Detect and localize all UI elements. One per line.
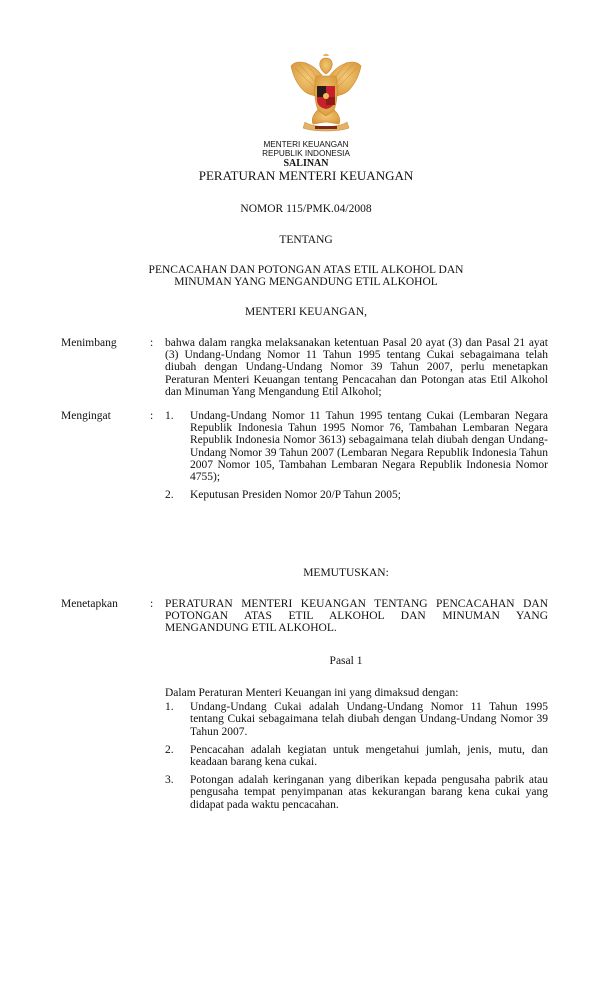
item-number: 1. [165,701,174,714]
item-text: Undang-Undang Nomor 11 Tahun 1995 tentang Cukai (Lembaran Negara Republik Indonesia Tahun 1995 Nomor 76, Tambahan Lembaran Negara Republik Indonesia Nomor 3613) sebagaimana telah diubah dengan Undang-Undang Nomor 39 Tahun 2007 (Lembaran Negara Republik Indonesia Tahun 2007 Nomor 105, Tambahan Lembaran Negara Republik Indonesia Nomor 4755); [190,410,548,484]
menetapkan-text: PERATURAN MENTERI KEUANGAN TENTANG PENCACAHAN DAN POTONGAN ATAS ETIL ALKOHOL DAN MINUMAN YANG MENGANDUNG ETIL ALKOHOL. [165,598,548,635]
garuda-emblem-icon [287,52,365,136]
item-number: 1. [165,410,174,422]
item-number: 2. [165,743,174,756]
mengingat-item [165,489,548,501]
ministry-line-2: REPUBLIK INDONESIA [262,149,350,158]
definition-item [165,774,548,811]
mengingat-list [165,410,548,507]
item-text: Pencacahan adalah kegiatan untuk mengetahui jumlah, jenis, mutu, dan keadaan barang kena cukai. [190,743,548,769]
subject-line-2: MINUMAN YANG MENGANDUNG ETIL ALKOHOL [174,276,438,288]
definition-item [165,744,548,768]
mengingat-label: Mengingat [61,410,111,422]
pasal-1-heading: Pasal 1 [329,655,363,667]
mengingat-colon: : [150,410,154,422]
item-number: 3. [165,774,174,787]
mengingat-item [165,410,548,483]
pasal-1-intro: Dalam Peraturan Menteri Keuangan ini yang dimaksud dengan: [165,687,459,699]
item-text: Keputusan Presiden Nomor 20/P Tahun 2005; [190,489,401,502]
subject-line-1: PENCACAHAN DAN POTONGAN ATAS ETIL ALKOHOL DAN [148,264,464,276]
about-heading: TENTANG [279,234,333,246]
menimbang-text: bahwa dalam rangka melaksanakan ketentuan Pasal 20 ayat (3) dan Pasal 21 ayat (3) Undang-Undang Nomor 11 Tahun 1995 tentang Cukai sebagaimana telah diubah dengan Undang-Undang Nomor 39 Tahun 2007, perlu menetapkan Peraturan Menteri Keuangan tentang Pencacahan dan Potongan atas Etil Alkohol dan Minuman Yang Mengandung Etil Alkohol; [165,337,548,398]
menetapkan-label: Menetapkan [61,598,118,610]
copy-label: SALINAN [283,158,329,169]
pasal-1-body [165,687,548,817]
menetapkan-colon: : [150,598,154,610]
regulation-number: NOMOR 115/PMK.04/2008 [240,203,372,215]
item-text: Undang-Undang Cukai adalah Undang-Undang Nomor 11 Tahun 1995 tentang Cukai sebagaimana telah diubah dengan Undang-Undang Nomor 39 Tahun 2007. [190,701,548,738]
item-text: Potongan adalah keringanan yang diberikan kepada pengusaha pabrik atau pengusaha tempat penyimpanan atas kekurangan barang kena cukai yang didapat pada waktu pencacahan. [190,774,548,811]
menimbang-label: Menimbang [61,337,117,349]
decision-heading: MEMUTUSKAN: [303,567,389,579]
item-number: 2. [165,489,174,502]
ministry-line-1: MENTERI KEUANGAN [263,140,349,149]
issuer-heading: MENTERI KEUANGAN, [244,306,367,318]
menimbang-colon: : [150,337,154,349]
document-type: PERATURAN MENTERI KEUANGAN [198,168,414,183]
definition-item [165,701,548,738]
